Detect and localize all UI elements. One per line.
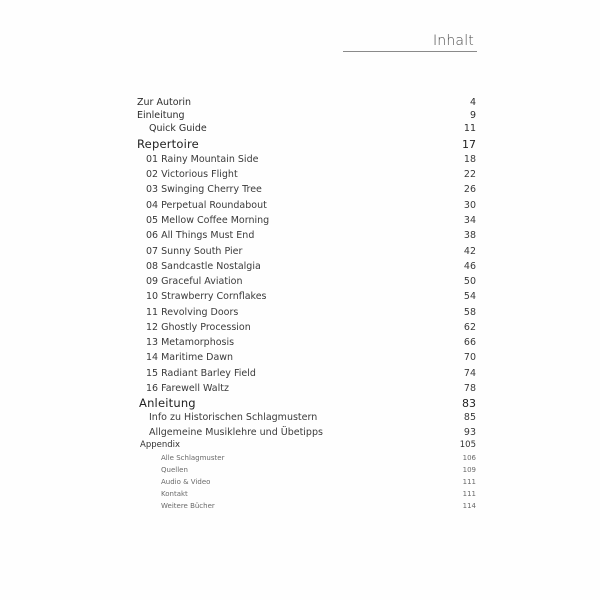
toc-entry-page: 26 [463, 184, 476, 195]
toc-entry [0, 323, 600, 339]
toc-entry-page: 109 [462, 466, 476, 474]
toc-entry-title: 05 Mellow Coffee Morning [146, 215, 270, 226]
toc-entry-title: 04 Perpetual Roundabout [146, 200, 267, 211]
toc-entry-page: 46 [463, 261, 476, 272]
toc-entry-title: 13 Metamorphosis [146, 337, 235, 348]
toc-section-title: Anleitung [139, 396, 196, 410]
toc-section-page: 17 [462, 138, 476, 151]
toc-entry-page: 34 [463, 215, 476, 226]
toc-entry-page: 66 [463, 337, 476, 348]
toc-entry-title: 06 All Things Must End [146, 230, 255, 241]
toc-entry-page: 111 [462, 478, 476, 486]
toc-entry [0, 155, 600, 171]
toc-entry-page: 106 [462, 454, 476, 462]
header-rule [343, 51, 477, 52]
toc-entry-title: 03 Swinging Cherry Tree [146, 184, 262, 195]
toc-entry [0, 170, 600, 186]
toc-entry-page: 114 [462, 502, 476, 510]
toc-entry-title: Kontakt [161, 490, 188, 498]
toc-section-title: Appendix [140, 440, 181, 450]
toc-entry-page: 4 [469, 97, 476, 108]
toc-entry-title: 11 Revolving Doors [146, 307, 239, 318]
toc-entry-page: 22 [463, 169, 476, 180]
toc-entry-title: 07 Sunny South Pier [146, 246, 243, 257]
toc-entry-page: 11 [463, 123, 476, 134]
toc-entry-page: 50 [463, 276, 476, 287]
toc-entry-title: 16 Farewell Waltz [146, 383, 229, 394]
toc-entry-title: Quick Guide [149, 123, 207, 134]
toc-entry [0, 503, 600, 519]
toc-entry [0, 292, 600, 308]
toc-entry [0, 201, 600, 217]
toc-entry [0, 353, 600, 369]
toc-entry [0, 247, 600, 263]
toc-entry-title: 14 Maritime Dawn [146, 352, 234, 363]
toc-entry [0, 338, 600, 354]
toc-entry-page: 74 [463, 368, 476, 379]
toc-entry [0, 231, 600, 247]
toc-entry-title: Audio & Video [161, 478, 211, 486]
toc-entry-title: 08 Sandcastle Nostalgia [146, 261, 261, 272]
page-title: Inhalt [432, 33, 474, 49]
toc-entry-title: 09 Graceful Aviation [146, 276, 243, 287]
toc-entry-title: Weitere Bücher [161, 502, 215, 510]
toc-entry-page: 38 [463, 230, 476, 241]
toc-entry-page: 58 [463, 307, 476, 318]
toc-entry-title: 01 Rainy Mountain Side [146, 154, 259, 165]
toc-entry-page: 9 [469, 110, 476, 121]
toc-entry-page: 111 [462, 490, 476, 498]
toc-entry-page: 18 [463, 154, 476, 165]
toc-section-page: 83 [462, 397, 476, 410]
toc-entry-title: Zur Autorin [137, 97, 192, 108]
toc-entry [0, 185, 600, 201]
toc-entry-title: Info zu Historischen Schlagmustern [149, 412, 318, 423]
toc-entry-title: 10 Strawberry Cornflakes [146, 291, 267, 302]
toc-section-page: 105 [459, 440, 476, 450]
toc-entry-page: 93 [463, 427, 476, 438]
toc-entry-title: 12 Ghostly Procession [146, 322, 251, 333]
toc-entry-page: 62 [463, 322, 476, 333]
toc-entry-title: Quellen [161, 466, 188, 474]
toc-entry-title: 15 Radiant Barley Field [146, 368, 256, 379]
toc-entry-title: Einleitung [137, 110, 185, 121]
toc-entry-title: Alle Schlagmuster [161, 454, 225, 462]
toc-entry [0, 369, 600, 385]
toc-entry [0, 124, 600, 140]
toc-entry-title: 02 Victorious Flight [146, 169, 238, 180]
toc-entry-page: 54 [463, 291, 476, 302]
toc-entry [0, 277, 600, 293]
toc-entry-page: 42 [463, 246, 476, 257]
toc-entry-page: 78 [463, 383, 476, 394]
toc-section-title: Repertoire [137, 137, 199, 151]
toc-entry [0, 262, 600, 278]
toc-entry [0, 216, 600, 232]
toc-entry-page: 85 [463, 412, 476, 423]
toc-entry-page: 30 [463, 200, 476, 211]
toc-entry [0, 308, 600, 324]
toc-section [0, 139, 600, 155]
toc-entry-page: 70 [463, 352, 476, 363]
toc-entry-title: Allgemeine Musiklehre und Übetipps [149, 427, 323, 438]
